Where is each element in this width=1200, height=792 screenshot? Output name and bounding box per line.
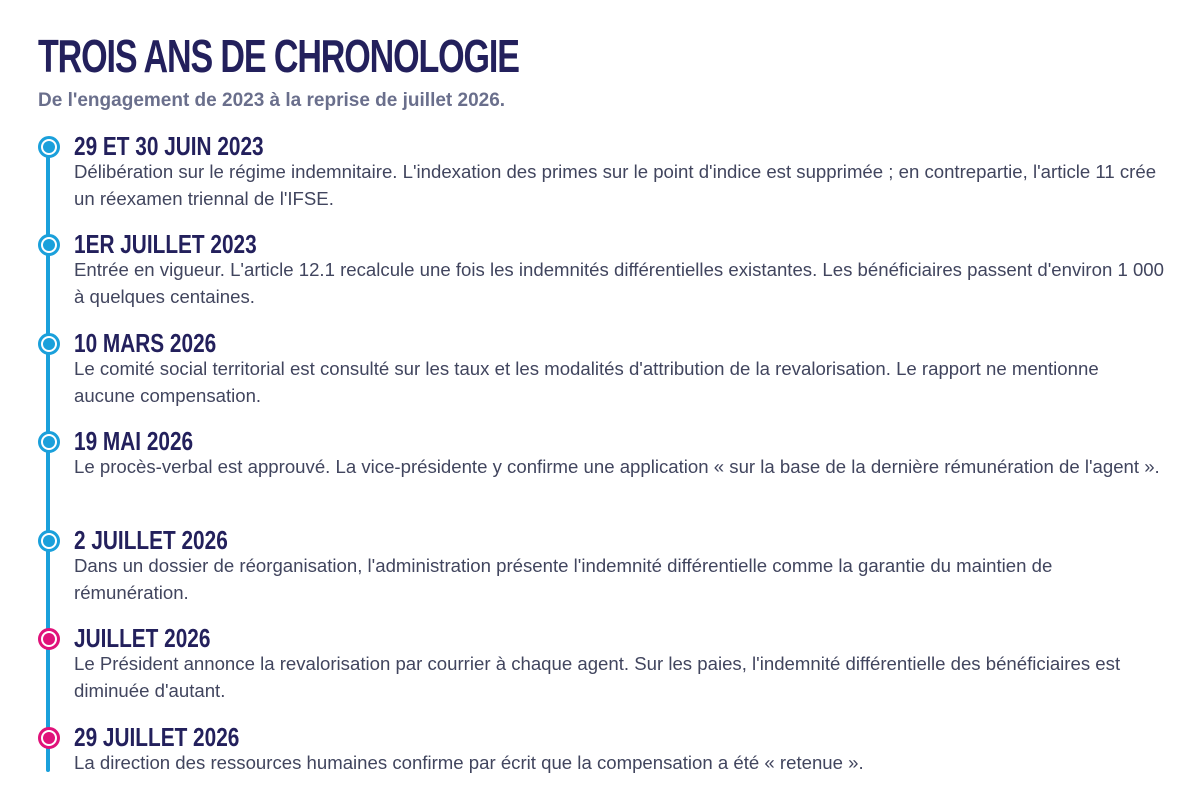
- event-date: 29 ET 30 JUIN 2023: [74, 131, 264, 161]
- event-description: La direction des ressources humaines confirme par écrit que la compensation a été « retenue ».: [74, 752, 864, 773]
- timeline-marker-blue: [38, 333, 60, 355]
- event-date: JUILLET 2026: [74, 623, 211, 653]
- event-date: 29 JUILLET 2026: [74, 722, 240, 752]
- event-description: Le comité social territorial est consulté sur les taux et les modalités d'attribution de la revalorisation. Le rapport ne mentionne aucune compensation.: [74, 358, 1099, 406]
- timeline-marker-pink: [38, 628, 60, 650]
- event-date: 2 JUILLET 2026: [74, 525, 228, 555]
- page-title: TROIS ANS DE CHRONOLOGIE: [38, 30, 519, 82]
- timeline-marker-core: [43, 239, 55, 251]
- event-description: Le Président annonce la revalorisation par courrier à chaque agent. Sur les paies, l'indemnité différentielle des bénéficiaires est diminuée d'autant.: [74, 653, 1121, 701]
- timeline-marker-core: [43, 338, 55, 350]
- timeline-marker-core: [43, 633, 55, 645]
- timeline-marker-blue: [38, 234, 60, 256]
- page-subtitle: De l'engagement de 2023 à la reprise de juillet 2026.: [38, 90, 506, 111]
- event-description: Dans un dossier de réorganisation, l'administration présente l'indemnité différentielle comme la garantie du maintien de rémunération.: [74, 555, 1053, 603]
- timeline-marker-core: [43, 141, 55, 153]
- event-description: Le procès-verbal est approuvé. La vice-présidente y confirme une application « sur la base de la dernière rémunération de l'agent ».: [74, 456, 1160, 477]
- timeline-marker-core: [43, 732, 55, 744]
- event-date: 1ER JUILLET 2023: [74, 229, 257, 259]
- timeline-marker-pink: [38, 727, 60, 749]
- event-description: Délibération sur le régime indemnitaire. L'indexation des primes sur le point d'indice est supprimée ; en contrepartie, l'article 11 crée un réexamen triennal de l'IFSE.: [74, 161, 1157, 209]
- timeline-marker-blue: [38, 530, 60, 552]
- timeline-marker-blue: [38, 136, 60, 158]
- event-date: 10 MARS 2026: [74, 328, 217, 358]
- event-description: Entrée en vigueur. L'article 12.1 recalcule une fois les indemnités différentielles existantes. Les bénéficiaires passent d'environ 1 000 à quelques centaines.: [74, 259, 1164, 307]
- timeline-marker-core: [43, 436, 55, 448]
- timeline-marker-core: [43, 535, 55, 547]
- event-date: 19 MAI 2026: [74, 426, 194, 456]
- timeline-marker-blue: [38, 431, 60, 453]
